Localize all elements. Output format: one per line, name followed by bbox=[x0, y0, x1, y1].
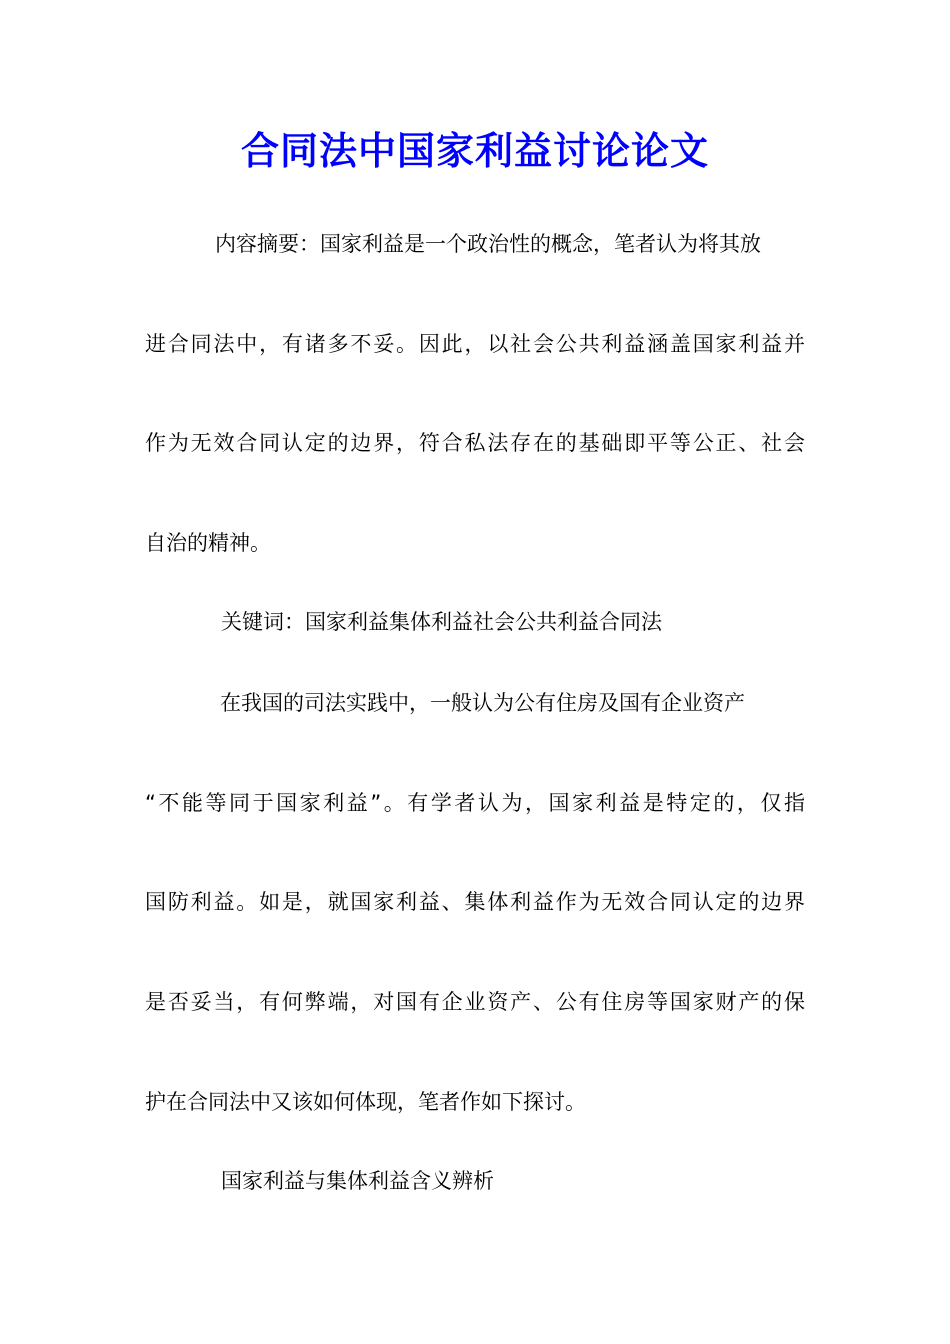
section-heading: 国家利益与集体利益含义辨析 bbox=[221, 1169, 494, 1193]
body-line: 在我国的司法实践中，一般认为公有住房及国有企业资产 bbox=[220, 691, 745, 715]
document-title: 合同法中国家利益讨论论文 bbox=[240, 128, 709, 173]
abstract-line: 进合同法中，有诸多不妥。因此，以社会公共利益涵盖国家利益并 bbox=[145, 332, 805, 356]
abstract-line: 自治的精神。 bbox=[145, 531, 271, 555]
abstract-line: 作为无效合同认定的边界，符合私法存在的基础即平等公正、社会 bbox=[145, 431, 805, 455]
abstract-line: 内容摘要：国家利益是一个政治性的概念，笔者认为将其放 bbox=[215, 232, 761, 256]
body-line: 护在合同法中又该如何体现，笔者作如下探讨。 bbox=[145, 1090, 586, 1114]
body-line: “不能等同于国家利益”。有学者认为，国家利益是特定的，仅指 bbox=[145, 791, 805, 815]
body-line: 是否妥当，有何弊端，对国有企业资产、公有住房等国家财产的保 bbox=[145, 990, 805, 1014]
body-line: 国防利益。如是，就国家利益、集体利益作为无效合同认定的边界 bbox=[145, 890, 805, 914]
keywords-line: 关键词：国家利益集体利益社会公共利益合同法 bbox=[221, 610, 662, 634]
